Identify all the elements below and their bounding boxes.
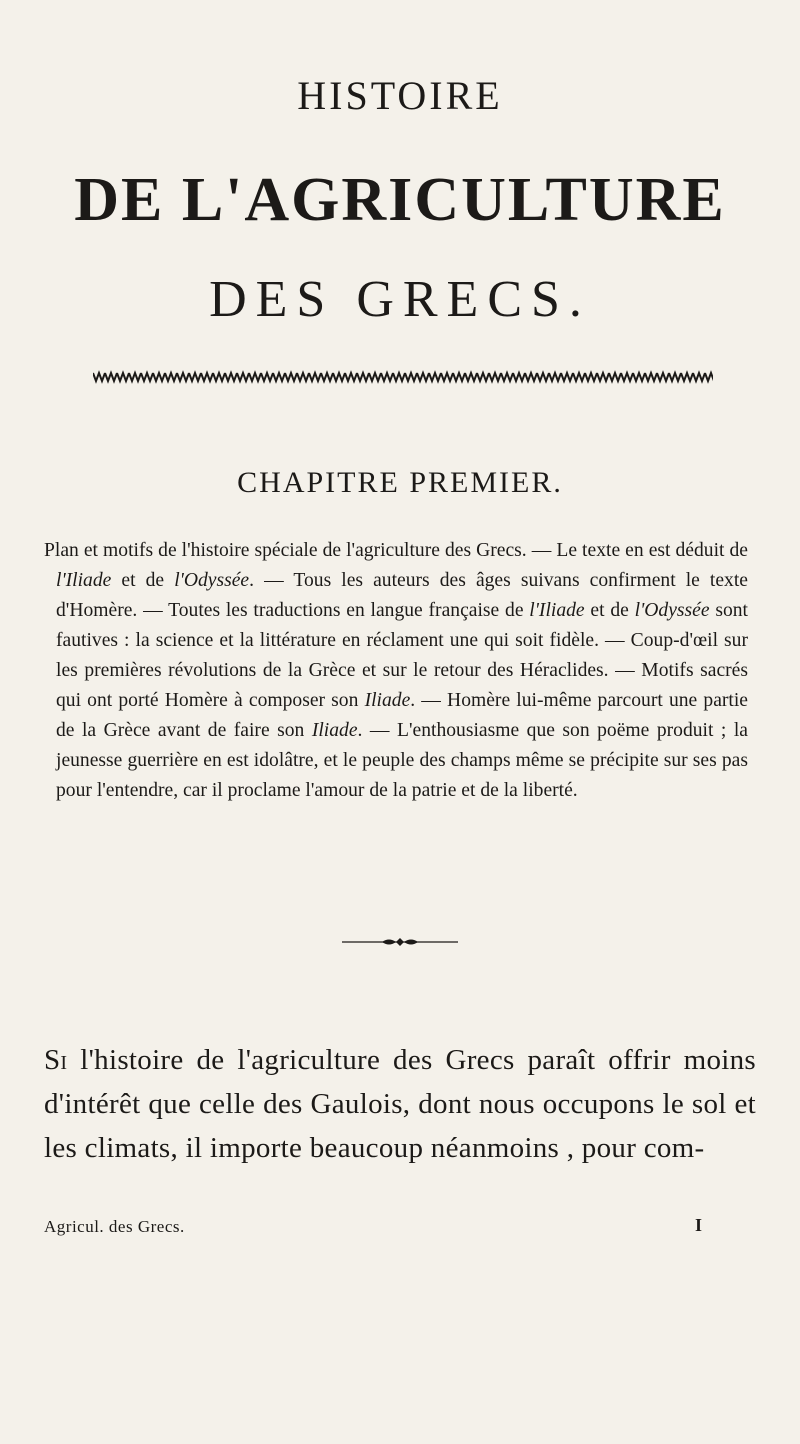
summary-italic: l'Iliade [529,600,585,621]
summary-text: . — Homère lui-même parcourt une partie de la Grèce avant de faire son [56,690,748,741]
signature-line: Agricul. des Grecs. [44,1217,185,1236]
summary-italic: l'Odyssée [174,570,250,591]
summary-text: et de [584,600,635,621]
main-paragraph [44,1038,756,1170]
summary-text: . — L'enthousiasme que son poëme produit ; la jeunesse guerrière en est idolâtre, et le peuple des champs même se précipite sur ses pas pour l'entendre, car il proclame l'amour de la patrie et de la liberté. [56,720,749,801]
summary-italic: Iliade [311,720,358,741]
opening-word: Si [44,1044,68,1076]
summary-italic: l'Odyssée [634,600,710,621]
sheet-mark: I [695,1215,703,1235]
summary-italic: l'Iliade [56,570,112,591]
title-line-histoire: HISTOIRE [297,73,503,118]
title-line-grecs: DES GRECS. [209,271,591,328]
ornament-divider [342,936,458,948]
chapter-heading: CHAPITRE PREMIER. [237,466,563,499]
summary-italic: Iliade [364,690,411,711]
summary-text: sont fautives : la science et la littérature en réclament une qui soit fidèle. — Coup-d'œil sur les premières révolutions de la Grèce et sur le retour des Héraclides. — Motifs sacrés qui ont porté Homère à composer son [56,600,748,711]
title-line-agriculture: DE L'AGRICULTURE [74,166,726,234]
summary-text: Plan et motifs de l'histoire spéciale de l'agriculture des Grecs. — Le texte en est déduit de [44,540,748,561]
paragraph-text: l'histoire de l'agriculture des Grecs paraît offrir moins d'intérêt que celle des Gaulois, dont nous occupons le sol et les climats, il importe beaucoup néanmoins , pour com- [44,1044,756,1164]
summary-text: et de [111,570,175,591]
summary-text: . — Tous les auteurs des âges suivans confirment le texte d'Homère. — Toutes les traductions en langue française de [56,570,748,621]
chapter-summary [44,536,748,806]
decorative-rule [93,370,713,384]
